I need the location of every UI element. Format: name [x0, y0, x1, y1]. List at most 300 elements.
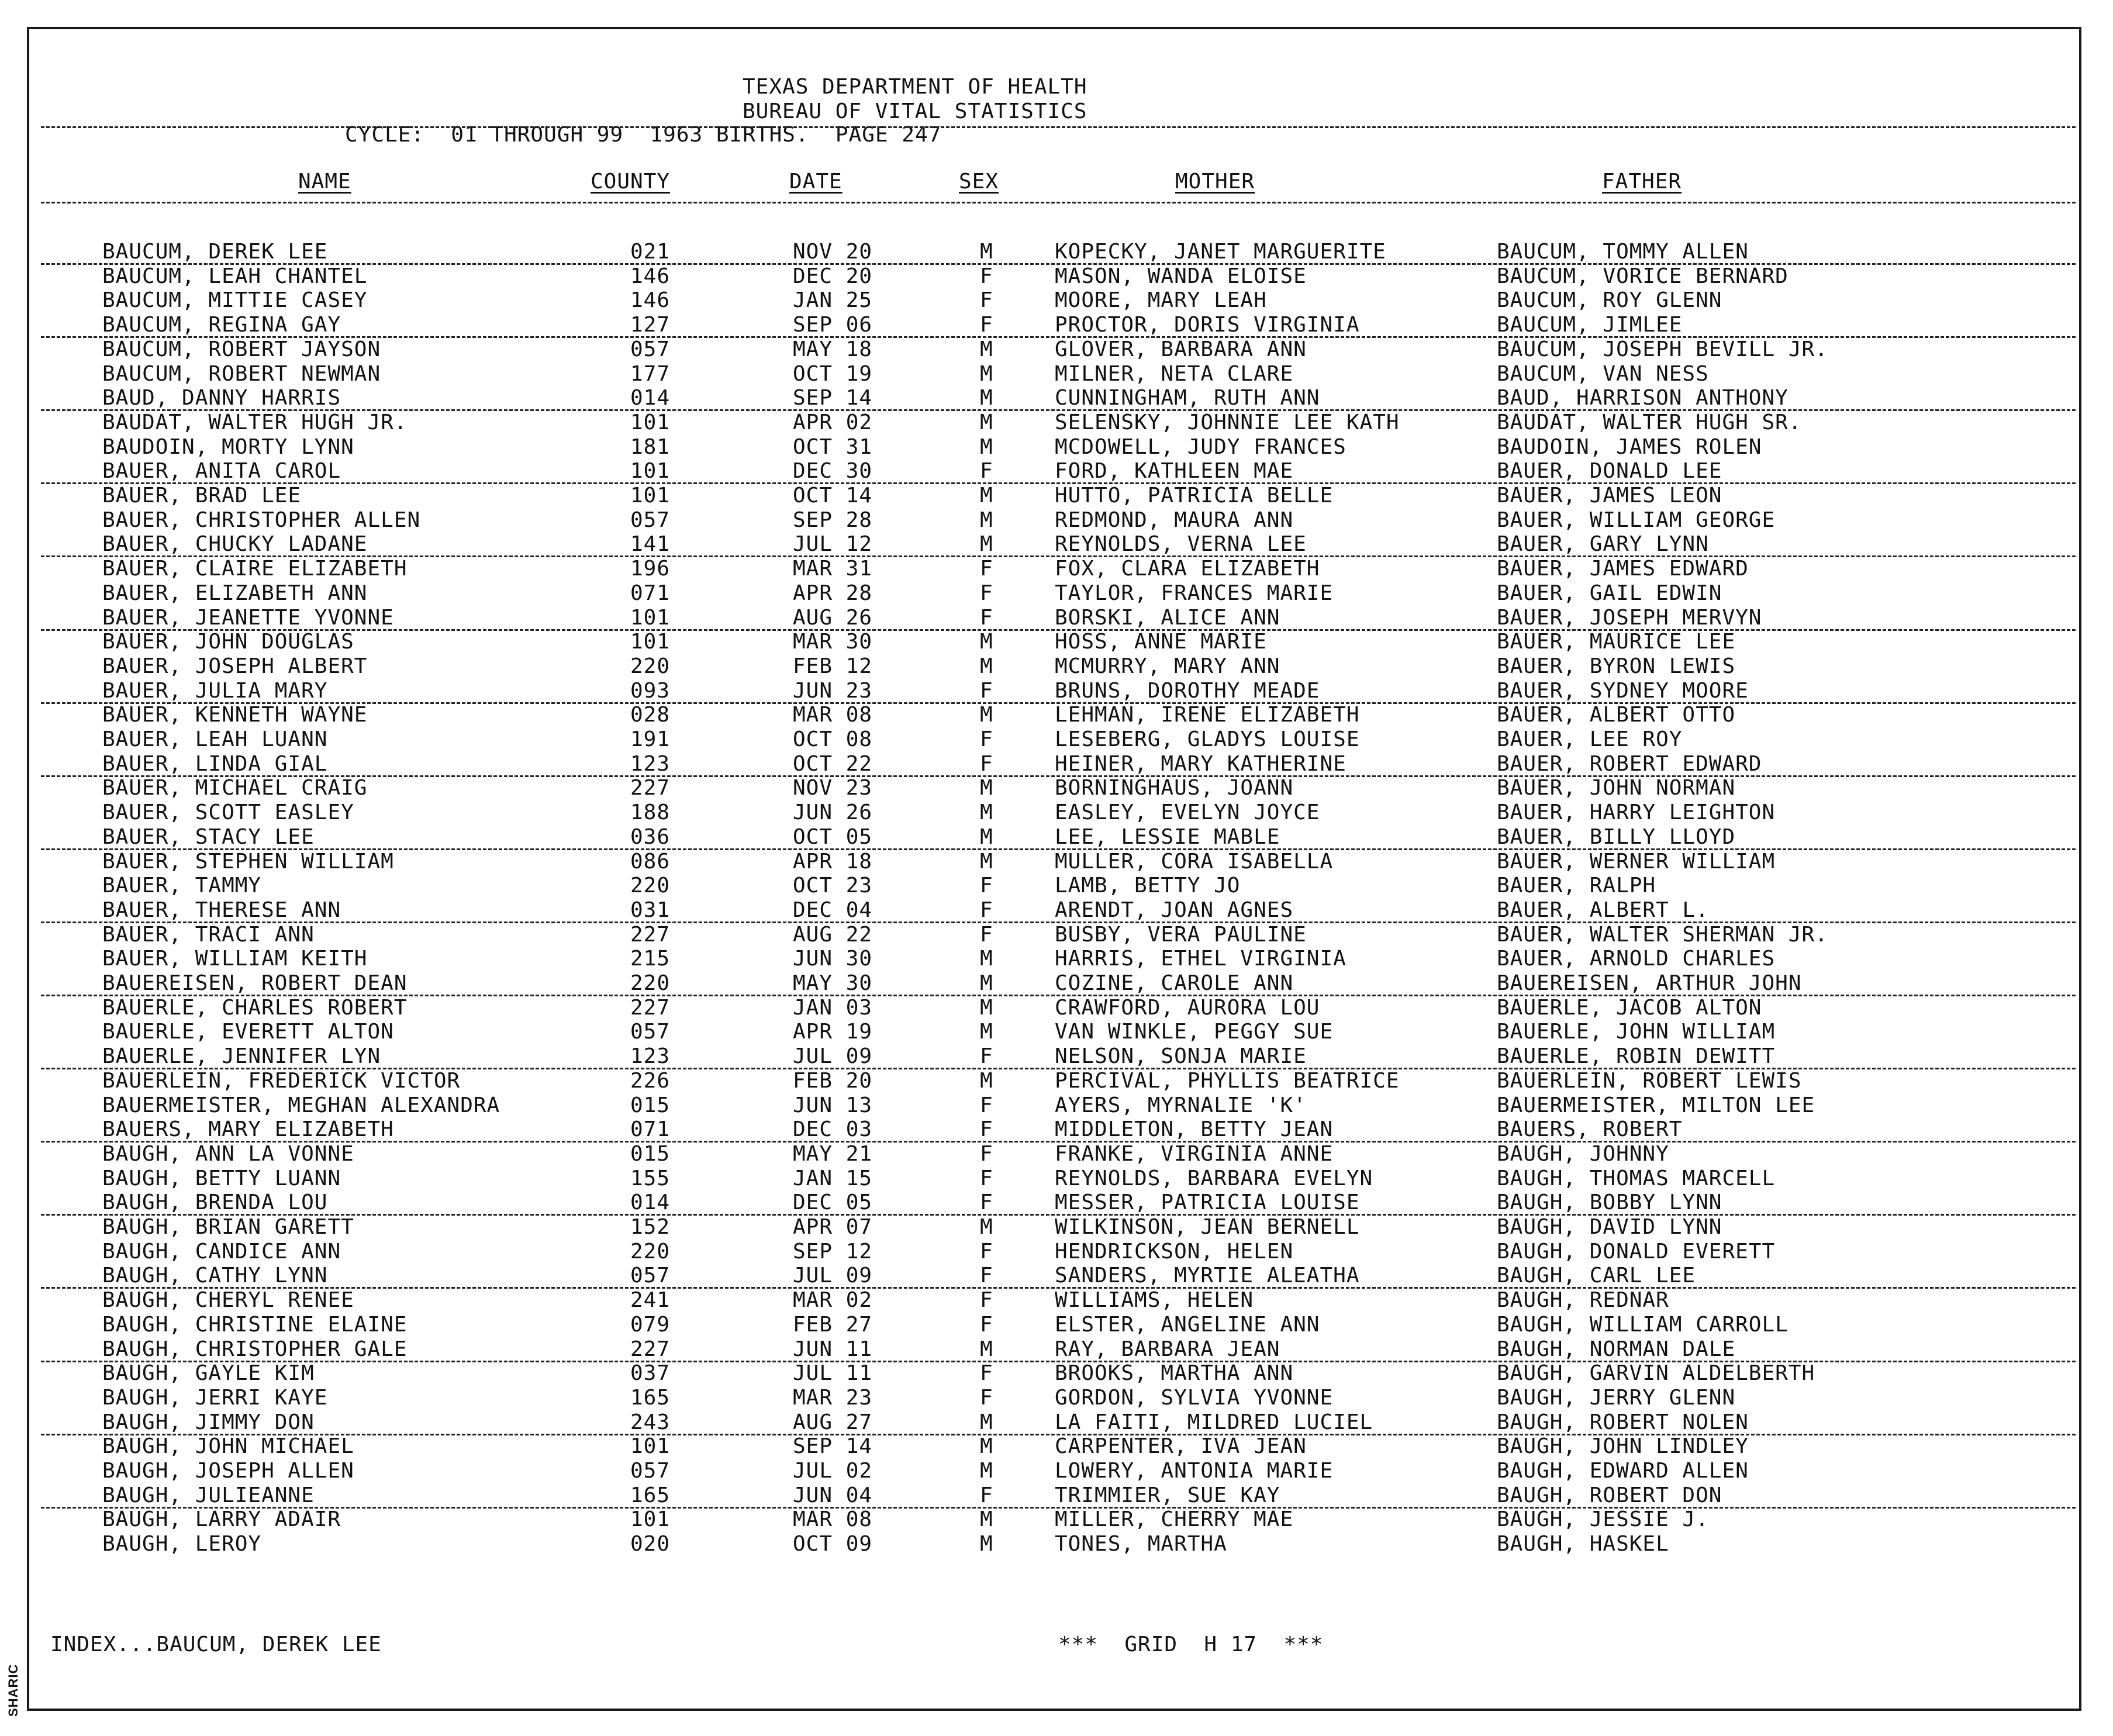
record-mother: PERCIVAL, PHYLLIS BEATRICE	[1055, 1069, 1400, 1093]
record-sex: M	[980, 1337, 993, 1361]
record-father: BAUGH, ROBERT DON	[1497, 1483, 1722, 1507]
record-name: BAUER, SCOTT EASLEY	[102, 800, 354, 824]
record-date: APR 28	[793, 581, 873, 605]
record-name: BAUGH, BETTY LUANN	[102, 1166, 341, 1190]
record-name: BAUER, CHRISTOPHER ALLEN	[102, 508, 421, 532]
record-date: MAR 23	[793, 1386, 873, 1410]
record-father: BAUGH, DAVID LYNN	[1497, 1215, 1722, 1239]
record-name: BAUERLEIN, FREDERICK VICTOR	[102, 1069, 461, 1093]
record-mother: MESSER, PATRICIA LOUISE	[1055, 1190, 1360, 1214]
record-date: FEB 20	[793, 1069, 873, 1093]
record-sex: M	[980, 1215, 993, 1239]
record-date: JUN 23	[793, 679, 873, 703]
record-date: JAN 25	[793, 288, 873, 312]
record-father: BAUER, GARY LYNN	[1497, 532, 1709, 556]
record-father: BAUCUM, VORICE BERNARD	[1497, 264, 1789, 288]
record-mother: ARENDT, JOAN AGNES	[1055, 898, 1294, 922]
record-date: MAY 18	[793, 337, 873, 361]
record-county: 101	[630, 1507, 671, 1531]
record-date: OCT 09	[793, 1532, 873, 1556]
record-mother: MILLER, CHERRY MAE	[1055, 1507, 1294, 1531]
record-date: FEB 12	[793, 654, 873, 678]
record-name: BAUER, LEAH LUANN	[102, 727, 328, 751]
record-date: SEP 06	[793, 313, 873, 337]
record-name: BAUGH, JERRI KAYE	[102, 1386, 328, 1410]
record-county: 101	[630, 1434, 671, 1458]
record-date: MAR 02	[793, 1288, 873, 1312]
record-date: OCT 19	[793, 362, 873, 386]
record-county: 188	[630, 800, 671, 824]
record-mother: KOPECKY, JANET MARGUERITE	[1055, 240, 1386, 264]
record-father: BAUER, ARNOLD CHARLES	[1497, 947, 1776, 971]
record-mother: SELENSKY, JOHNNIE LEE KATH	[1055, 410, 1400, 434]
record-date: JUL 12	[793, 532, 873, 556]
record-name: BAUER, LINDA GIAL	[102, 752, 328, 776]
record-name: BAUER, JOHN DOUGLAS	[102, 630, 354, 654]
record-name: BAUER, JOSEPH ALBERT	[102, 654, 368, 678]
record-father: BAUER, ALBERT L.	[1497, 898, 1709, 922]
record-mother: MILNER, NETA CLARE	[1055, 362, 1294, 386]
record-name: BAUGH, LEROY	[102, 1532, 262, 1556]
record-father: BAUER, LEE ROY	[1497, 727, 1683, 751]
record-county: 015	[630, 1093, 671, 1117]
record-sex: M	[980, 1020, 993, 1044]
record-county: 146	[630, 288, 671, 312]
record-date: SEP 28	[793, 508, 873, 532]
record-father: BAUER, BILLY LLOYD	[1497, 825, 1736, 849]
record-name: BAUGH, CHRISTOPHER GALE	[102, 1337, 408, 1361]
record-sex: M	[980, 1507, 993, 1531]
record-father: BAUER, ROBERT EDWARD	[1497, 752, 1762, 776]
record-father: BAUGH, CARL LEE	[1497, 1264, 1696, 1288]
record-date: APR 07	[793, 1215, 873, 1239]
record-name: BAUCUM, ROBERT NEWMAN	[102, 362, 381, 386]
record-date: DEC 20	[793, 264, 873, 288]
record-father: BAUERMEISTER, MILTON LEE	[1497, 1093, 1815, 1117]
record-sex: M	[980, 776, 993, 800]
record-mother: ELSTER, ANGELINE ANN	[1055, 1313, 1320, 1337]
record-father: BAUER, WILLIAM GEORGE	[1497, 508, 1776, 532]
record-sex: F	[980, 1142, 993, 1166]
record-mother: CRAWFORD, AURORA LOU	[1055, 996, 1320, 1020]
record-name: BAUDAT, WALTER HUGH JR.	[102, 410, 408, 434]
record-name: BAUERLE, JENNIFER LYN	[102, 1044, 381, 1068]
record-father: BAUGH, GARVIN ALDELBERTH	[1497, 1361, 1815, 1385]
side-stamp: SHARIC	[6, 1663, 20, 1717]
record-county: 165	[630, 1386, 671, 1410]
record-name: BAUGH, JOHN MICHAEL	[102, 1434, 354, 1458]
record-mother: BROOKS, MARTHA ANN	[1055, 1361, 1294, 1385]
record-father: BAUER, JOHN NORMAN	[1497, 776, 1736, 800]
record-father: BAUER, SYDNEY MOORE	[1497, 679, 1749, 703]
record-mother: FOX, CLARA ELIZABETH	[1055, 557, 1320, 581]
record-date: JAN 03	[793, 996, 873, 1020]
record-date: OCT 08	[793, 727, 873, 751]
record-name: BAUGH, CHRISTINE ELAINE	[102, 1313, 408, 1337]
record-sex: F	[980, 557, 993, 581]
record-county: 020	[630, 1532, 671, 1556]
record-date: MAR 31	[793, 557, 873, 581]
record-mother: LEHMAN, IRENE ELIZABETH	[1055, 703, 1360, 727]
record-name: BAUER, JEANETTE YVONNE	[102, 606, 394, 630]
record-county: 014	[630, 386, 671, 410]
record-father: BAUCUM, TOMMY ALLEN	[1497, 240, 1749, 264]
record-name: BAUER, ELIZABETH ANN	[102, 581, 368, 605]
record-date: JUL 02	[793, 1459, 873, 1483]
record-father: BAUGH, THOMAS MARCELL	[1497, 1166, 1776, 1190]
record-county: 155	[630, 1166, 671, 1190]
record-date: FEB 27	[793, 1313, 873, 1337]
record-mother: MCMURRY, MARY ANN	[1055, 654, 1280, 678]
record-father: BAUCUM, ROY GLENN	[1497, 288, 1722, 312]
record-sex: M	[980, 850, 993, 874]
record-name: BAUER, THERESE ANN	[102, 898, 341, 922]
record-father: BAUER, MAURICE LEE	[1497, 630, 1736, 654]
record-date: APR 19	[793, 1020, 873, 1044]
header-department: TEXAS DEPARTMENT OF HEALTH	[743, 75, 1087, 99]
footer-grid: *** GRID H 17 ***	[1058, 1633, 1324, 1656]
record-mother: HUTTO, PATRICIA BELLE	[1055, 484, 1334, 508]
record-sex: M	[980, 654, 993, 678]
record-date: MAR 30	[793, 630, 873, 654]
record-father: BAUERLE, ROBIN DEWITT	[1497, 1044, 1776, 1068]
header-bureau: BUREAU OF VITAL STATISTICS	[743, 99, 1087, 123]
record-date: OCT 05	[793, 825, 873, 849]
record-county: 146	[630, 264, 671, 288]
record-name: BAUEREISEN, ROBERT DEAN	[102, 971, 408, 995]
column-header-sex: SEX	[959, 170, 999, 194]
record-father: BAUGH, WILLIAM CARROLL	[1497, 1313, 1789, 1337]
header-rule	[41, 126, 2076, 128]
record-mother: BORNINGHAUS, JOANN	[1055, 776, 1294, 800]
record-date: JUL 09	[793, 1044, 873, 1068]
record-sex: F	[980, 874, 993, 898]
record-name: BAUGH, CANDICE ANN	[102, 1240, 341, 1264]
record-county: 086	[630, 850, 671, 874]
record-sex: M	[980, 947, 993, 971]
record-date: APR 02	[793, 410, 873, 434]
record-county: 101	[630, 606, 671, 630]
record-sex: F	[980, 264, 993, 288]
record-name: BAUGH, LARRY ADAIR	[102, 1507, 341, 1531]
record-sex: M	[980, 971, 993, 995]
record-county: 196	[630, 557, 671, 581]
record-sex: M	[980, 532, 993, 556]
record-name: BAUCUM, MITTIE CASEY	[102, 288, 368, 312]
record-father: BAUGH, REDNAR	[1497, 1288, 1669, 1312]
record-mother: MIDDLETON, BETTY JEAN	[1055, 1117, 1334, 1141]
record-father: BAUER, JAMES EDWARD	[1497, 557, 1749, 581]
record-county: 057	[630, 337, 671, 361]
record-mother: LESEBERG, GLADYS LOUISE	[1055, 727, 1360, 751]
record-father: BAUER, RALPH	[1497, 874, 1656, 898]
record-county: 220	[630, 971, 671, 995]
column-header-date: DATE	[789, 170, 843, 194]
record-father: BAUER, BYRON LEWIS	[1497, 654, 1736, 678]
record-county: 101	[630, 484, 671, 508]
record-father: BAUDAT, WALTER HUGH SR.	[1497, 410, 1802, 434]
record-name: BAUER, TRACI ANN	[102, 923, 315, 947]
record-date: MAY 30	[793, 971, 873, 995]
record-county: 141	[630, 532, 671, 556]
record-sex: F	[980, 1240, 993, 1264]
record-sex: M	[980, 1434, 993, 1458]
record-name: BAUCUM, REGINA GAY	[102, 313, 341, 337]
record-date: JUN 04	[793, 1483, 873, 1507]
record-father: BAUER, DONALD LEE	[1497, 459, 1722, 483]
record-sex: F	[980, 1117, 993, 1141]
record-father: BAUGH, EDWARD ALLEN	[1497, 1459, 1749, 1483]
record-name: BAUER, ANITA CAROL	[102, 459, 341, 483]
record-father: BAUER, JAMES LEON	[1497, 484, 1722, 508]
record-mother: RAY, BARBARA JEAN	[1055, 1337, 1280, 1361]
record-sex: F	[980, 1264, 993, 1288]
record-name: BAUERS, MARY ELIZABETH	[102, 1117, 394, 1141]
record-mother: CARPENTER, IVA JEAN	[1055, 1434, 1307, 1458]
record-county: 057	[630, 1020, 671, 1044]
record-name: BAUER, STACY LEE	[102, 825, 315, 849]
record-county: 123	[630, 1044, 671, 1068]
record-mother: MCDOWELL, JUDY FRANCES	[1055, 435, 1346, 459]
record-mother: PROCTOR, DORIS VIRGINIA	[1055, 313, 1360, 337]
record-father: BAUEREISEN, ARTHUR JOHN	[1497, 971, 1802, 995]
record-mother: LEE, LESSIE MABLE	[1055, 825, 1280, 849]
record-father: BAUGH, JESSIE J.	[1497, 1507, 1709, 1531]
record-date: OCT 31	[793, 435, 873, 459]
record-county: 101	[630, 459, 671, 483]
record-sex: F	[980, 1361, 993, 1385]
record-county: 191	[630, 727, 671, 751]
record-mother: WILLIAMS, HELEN	[1055, 1288, 1254, 1312]
record-name: BAUER, STEPHEN WILLIAM	[102, 850, 394, 874]
record-date: APR 18	[793, 850, 873, 874]
record-name: BAUGH, ANN LA VONNE	[102, 1142, 354, 1166]
record-mother: HOSS, ANNE MARIE	[1055, 630, 1267, 654]
record-mother: EASLEY, EVELYN JOYCE	[1055, 800, 1320, 824]
record-name: BAUERMEISTER, MEGHAN ALEXANDRA	[102, 1093, 500, 1117]
record-mother: REYNOLDS, VERNA LEE	[1055, 532, 1307, 556]
record-county: 177	[630, 362, 671, 386]
record-date: JUN 11	[793, 1337, 873, 1361]
record-sex: M	[980, 435, 993, 459]
record-sex: M	[980, 386, 993, 410]
record-father: BAUGH, HASKEL	[1497, 1532, 1669, 1556]
record-name: BAUCUM, DEREK LEE	[102, 240, 328, 264]
record-father: BAUGH, JOHN LINDLEY	[1497, 1434, 1749, 1458]
record-sex: F	[980, 1386, 993, 1410]
record-name: BAUER, BRAD LEE	[102, 484, 302, 508]
record-mother: LAMB, BETTY JO	[1055, 874, 1241, 898]
record-sex: F	[980, 1288, 993, 1312]
record-county: 015	[630, 1142, 671, 1166]
record-mother: MULLER, CORA ISABELLA	[1055, 850, 1334, 874]
record-mother: MASON, WANDA ELOISE	[1055, 264, 1307, 288]
record-father: BAUERLEIN, ROBERT LEWIS	[1497, 1069, 1802, 1093]
record-county: 127	[630, 313, 671, 337]
record-father: BAUGH, NORMAN DALE	[1497, 1337, 1736, 1361]
record-sex: M	[980, 1410, 993, 1434]
record-mother: BRUNS, DOROTHY MEADE	[1055, 679, 1320, 703]
record-sex: M	[980, 240, 993, 264]
record-date: OCT 23	[793, 874, 873, 898]
record-father: BAUCUM, VAN NESS	[1497, 362, 1709, 386]
record-father: BAUERLE, JACOB ALTON	[1497, 996, 1762, 1020]
record-county: 036	[630, 825, 671, 849]
record-date: JUN 26	[793, 800, 873, 824]
record-county: 220	[630, 654, 671, 678]
record-mother: GLOVER, BARBARA ANN	[1055, 337, 1307, 361]
record-county: 093	[630, 679, 671, 703]
record-mother: WILKINSON, JEAN BERNELL	[1055, 1215, 1360, 1239]
record-name: BAUER, JULIA MARY	[102, 679, 328, 703]
record-date: NOV 23	[793, 776, 873, 800]
record-date: OCT 14	[793, 484, 873, 508]
header-cycle: CYCLE: 01 THROUGH 99 1963 BIRTHS. PAGE 247	[345, 123, 942, 147]
record-mother: HEINER, MARY KATHERINE	[1055, 752, 1346, 776]
record-sex: M	[980, 508, 993, 532]
record-father: BAUERLE, JOHN WILLIAM	[1497, 1020, 1776, 1044]
record-county: 220	[630, 1240, 671, 1264]
record-name: BAUERLE, EVERETT ALTON	[102, 1020, 394, 1044]
record-county: 227	[630, 923, 671, 947]
record-mother: NELSON, SONJA MARIE	[1055, 1044, 1307, 1068]
record-date: DEC 30	[793, 459, 873, 483]
record-father: BAUGH, BOBBY LYNN	[1497, 1190, 1722, 1214]
record-mother: REYNOLDS, BARBARA EVELYN	[1055, 1166, 1373, 1190]
record-county: 101	[630, 630, 671, 654]
record-date: DEC 03	[793, 1117, 873, 1141]
record-sex: F	[980, 727, 993, 751]
record-sex: F	[980, 313, 993, 337]
record-county: 014	[630, 1190, 671, 1214]
record-mother: AYERS, MYRNALIE 'K'	[1055, 1093, 1307, 1117]
record-mother: CUNNINGHAM, RUTH ANN	[1055, 386, 1320, 410]
record-date: OCT 22	[793, 752, 873, 776]
record-date: JUN 13	[793, 1093, 873, 1117]
record-county: 227	[630, 776, 671, 800]
record-county: 057	[630, 508, 671, 532]
record-county: 123	[630, 752, 671, 776]
record-sex: F	[980, 1166, 993, 1190]
footer-index: INDEX...BAUCUM, DEREK LEE	[50, 1633, 382, 1656]
record-county: 071	[630, 581, 671, 605]
record-father: BAUGH, JERRY GLENN	[1497, 1386, 1736, 1410]
record-name: BAUGH, BRENDA LOU	[102, 1190, 328, 1214]
record-father: BAUER, ALBERT OTTO	[1497, 703, 1736, 727]
record-father: BAUGH, JOHNNY	[1497, 1142, 1669, 1166]
record-mother: COZINE, CAROLE ANN	[1055, 971, 1294, 995]
record-date: JUN 30	[793, 947, 873, 971]
record-county: 241	[630, 1288, 671, 1312]
record-sex: F	[980, 898, 993, 922]
record-sex: F	[980, 923, 993, 947]
record-father: BAUER, JOSEPH MERVYN	[1497, 606, 1762, 630]
record-sex: F	[980, 1313, 993, 1337]
record-county: 165	[630, 1483, 671, 1507]
record-sex: M	[980, 630, 993, 654]
record-date: DEC 05	[793, 1190, 873, 1214]
record-date: SEP 14	[793, 386, 873, 410]
record-mother: LA FAITI, MILDRED LUCIEL	[1055, 1410, 1373, 1434]
record-name: BAUCUM, ROBERT JAYSON	[102, 337, 381, 361]
record-name: BAUGH, JULIEANNE	[102, 1483, 315, 1507]
column-header-rule	[41, 202, 2076, 203]
record-name: BAUGH, CATHY LYNN	[102, 1264, 328, 1288]
record-name: BAUCUM, LEAH CHANTEL	[102, 264, 368, 288]
record-date: JUL 11	[793, 1361, 873, 1385]
record-sex: F	[980, 752, 993, 776]
record-name: BAUGH, GAYLE KIM	[102, 1361, 315, 1385]
record-sex: M	[980, 1459, 993, 1483]
record-sex: M	[980, 410, 993, 434]
record-father: BAUDOIN, JAMES ROLEN	[1497, 435, 1762, 459]
record-father: BAUCUM, JIMLEE	[1497, 313, 1683, 337]
record-sex: M	[980, 825, 993, 849]
record-sex: F	[980, 679, 993, 703]
record-mother: VAN WINKLE, PEGGY SUE	[1055, 1020, 1334, 1044]
column-header-father: FATHER	[1602, 170, 1682, 194]
record-mother: TONES, MARTHA	[1055, 1532, 1227, 1556]
record-mother: TRIMMIER, SUE KAY	[1055, 1483, 1280, 1507]
record-county: 227	[630, 996, 671, 1020]
record-date: JAN 15	[793, 1166, 873, 1190]
record-father: BAUGH, ROBERT NOLEN	[1497, 1410, 1749, 1434]
record-sex: F	[980, 288, 993, 312]
record-father: BAUGH, DONALD EVERETT	[1497, 1240, 1776, 1264]
record-father: BAUER, HARRY LEIGHTON	[1497, 800, 1776, 824]
record-name: BAUER, TAMMY	[102, 874, 262, 898]
record-sex: F	[980, 606, 993, 630]
record-county: 031	[630, 898, 671, 922]
record-mother: BORSKI, ALICE ANN	[1055, 606, 1280, 630]
record-mother: SANDERS, MYRTIE ALEATHA	[1055, 1264, 1360, 1288]
record-sex: F	[980, 1190, 993, 1214]
record-name: BAUER, CHUCKY LADANE	[102, 532, 368, 556]
record-mother: LOWERY, ANTONIA MARIE	[1055, 1459, 1334, 1483]
record-date: AUG 27	[793, 1410, 873, 1434]
record-county: 181	[630, 435, 671, 459]
record-name: BAUGH, JOSEPH ALLEN	[102, 1459, 354, 1483]
record-county: 243	[630, 1410, 671, 1434]
record-date: AUG 22	[793, 923, 873, 947]
record-date: MAY 21	[793, 1142, 873, 1166]
record-county: 071	[630, 1117, 671, 1141]
record-county: 057	[630, 1459, 671, 1483]
record-father: BAUER, WERNER WILLIAM	[1497, 850, 1776, 874]
record-sex: M	[980, 800, 993, 824]
record-date: NOV 20	[793, 240, 873, 264]
record-mother: MOORE, MARY LEAH	[1055, 288, 1267, 312]
record-mother: FRANKE, VIRGINIA ANNE	[1055, 1142, 1334, 1166]
record-father: BAUERS, ROBERT	[1497, 1117, 1683, 1141]
record-mother: TAYLOR, FRANCES MARIE	[1055, 581, 1334, 605]
record-sex: F	[980, 459, 993, 483]
record-father: BAUER, WALTER SHERMAN JR.	[1497, 923, 1828, 947]
record-sex: F	[980, 1044, 993, 1068]
record-name: BAUDOIN, MORTY LYNN	[102, 435, 354, 459]
record-mother: BUSBY, VERA PAULINE	[1055, 923, 1307, 947]
column-header-mother: MOTHER	[1175, 170, 1255, 194]
record-mother: HARRIS, ETHEL VIRGINIA	[1055, 947, 1346, 971]
record-sex: M	[980, 484, 993, 508]
record-name: BAUGH, CHERYL RENEE	[102, 1288, 354, 1312]
column-header-name: NAME	[298, 170, 351, 194]
record-sex: M	[980, 337, 993, 361]
record-county: 057	[630, 1264, 671, 1288]
record-date: MAR 08	[793, 703, 873, 727]
record-sex: F	[980, 1093, 993, 1117]
record-county: 021	[630, 240, 671, 264]
